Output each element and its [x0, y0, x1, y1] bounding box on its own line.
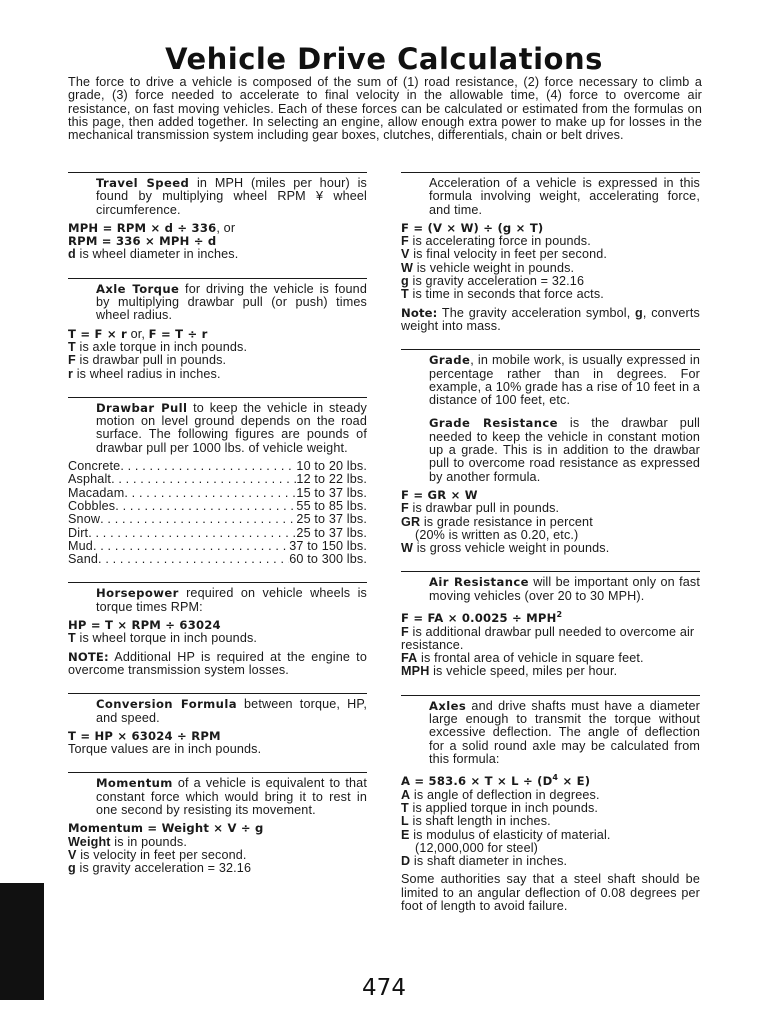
axle-torque-section: [68, 278, 367, 381]
travel-speed-heading: Travel Speed: [96, 176, 190, 190]
air-resistance-lead-text: will be important only on fast moving vehicles (over 20 to 30 MPH).: [429, 575, 700, 603]
momentum-def-text: is velocity in feet per second.: [76, 847, 247, 862]
momentum-lead-text: of a vehicle is equivalent to that constant force which would bring it to rest in one second by resisting its movement.: [96, 776, 367, 817]
acceleration-section: [401, 172, 700, 333]
axles-def-symbol: L: [401, 814, 409, 829]
drawbar-pull-lead-text: to keep the vehicle in steady motion on level ground depends on the road surface. The following figures are pounds of drawbar pull per 1000 lbs. of vehicle weight.: [96, 400, 367, 455]
page-title: Vehicle Drive Calculations: [165, 42, 603, 76]
grade-def-text: is drawbar pull in pounds.: [408, 501, 560, 516]
axle-torque-def-symbol: r: [68, 366, 74, 381]
axle-torque-def-symbol: F: [68, 353, 76, 368]
road-surface-name: Concrete: [68, 459, 121, 474]
axle-torque-def-text: is wheel radius in inches.: [73, 366, 221, 381]
momentum-def-text: is in pounds.: [110, 834, 187, 849]
axles-def-symbol: D: [401, 854, 411, 869]
road-surface-value: 60 to 300 lbs.: [289, 552, 367, 567]
horsepower-def-text: is wheel torque in inch pounds.: [75, 631, 258, 646]
travel-speed-def-symbol: d: [68, 247, 76, 262]
grade-resistance-lead-text: is the drawbar pull needed to keep the vehicle in constant motion up a grade. This is in addition to the drawbar pull to overcome road resistance as expressed by another formula.: [429, 416, 700, 484]
road-surface-value: 25 to 37 lbs.: [296, 512, 367, 527]
road-surface-value: 37 to 150 lbs.: [289, 538, 367, 553]
road-surface-row: [68, 473, 367, 486]
axle-deflection-formula: A = 583.6 × T × L ÷ (D: [401, 774, 553, 789]
acceleration-note-text-end: , converts weight into mass.: [401, 305, 700, 333]
acceleration-def-text: is time in seconds that force acts.: [408, 287, 604, 302]
horsepower-lead: [68, 587, 367, 614]
acceleration-def-symbol: W: [401, 260, 414, 275]
road-surface-name: Asphalt: [68, 472, 112, 487]
axles-def-text: is applied torque in inch pounds.: [408, 800, 599, 815]
grade-def-text: is grade resistance in percent: [420, 514, 593, 529]
grade-def-symbol: F: [401, 501, 409, 516]
travel-speed-formula-mph: MPH = RPM × d ÷ 336: [68, 220, 217, 235]
momentum-def-text: is gravity acceleration = 32.16: [75, 861, 252, 876]
road-surface-value: 12 to 22 lbs.: [296, 472, 367, 487]
conversion-heading: Conversion Formula: [96, 697, 237, 712]
conversion-lead-text: between torque, HP, and speed.: [96, 697, 367, 725]
air-resistance-def-text: is vehicle speed, miles per hour.: [429, 664, 618, 679]
conversion-note: Torque values are in inch pounds.: [68, 742, 262, 757]
horsepower-section: [68, 582, 367, 677]
acceleration-def-symbol: g: [401, 274, 409, 289]
axle-deflection-formula-end: × E): [558, 774, 591, 789]
grade-percent-example: (20% is written as 0.20, etc.): [415, 527, 579, 542]
axle-torque-def-text: is drawbar pull in pounds.: [75, 353, 227, 368]
axles-def-symbol: A: [401, 787, 411, 802]
axle-torque-formula-a: T = F × r: [68, 326, 127, 341]
air-resistance-def-symbol: MPH: [401, 664, 430, 679]
air-resistance-section: [401, 571, 700, 678]
grade-resistance-formula: F = GR × W: [401, 487, 478, 502]
air-resistance-def-text: is frontal area of vehicle in square feet.: [417, 651, 644, 666]
axles-section: [401, 695, 700, 914]
road-surface-row: [68, 487, 367, 500]
axles-def-text: is shaft diameter in inches.: [410, 854, 568, 869]
axles-lead: [401, 700, 700, 766]
acceleration-lead: Acceleration of a vehicle is expressed in this formula involving weight, accelerating force, and time.: [429, 176, 700, 217]
page-number: 474: [362, 975, 406, 1001]
road-surface-row: [68, 460, 367, 473]
travel-speed-def-text: is wheel diameter in inches.: [75, 247, 239, 262]
road-surface-name: Macadam: [68, 485, 125, 500]
road-surface-row: [68, 527, 367, 540]
grade-lead: [401, 354, 700, 407]
grade-resistance-lead: [401, 417, 700, 483]
grade-def-symbol: GR: [401, 514, 421, 529]
axles-def-text: is shaft length in inches.: [408, 814, 551, 829]
acceleration-note-text: The gravity acceleration symbol,: [437, 305, 636, 320]
travel-speed-lead: [68, 177, 367, 217]
left-column: [68, 172, 367, 891]
momentum-heading: Momentum: [96, 776, 173, 791]
air-resistance-lead: [401, 576, 700, 603]
conversion-formula-section: [68, 693, 367, 756]
acceleration-def-symbol: F: [401, 234, 409, 249]
road-surface-row: [68, 500, 367, 513]
acceleration-formula: F = (V × W) ÷ (g × T): [401, 220, 544, 235]
road-surface-value: 10 to 20 lbs.: [296, 459, 367, 474]
momentum-def-symbol: g: [68, 861, 76, 876]
road-surface-value: 55 to 85 lbs.: [296, 498, 367, 513]
axle-torque-formula-b: F = T ÷ r: [148, 326, 208, 341]
horsepower-heading: Horsepower: [96, 586, 179, 601]
air-resistance-def-symbol: FA: [401, 651, 418, 666]
acceleration-def-text: is gravity acceleration = 32.16: [408, 274, 585, 289]
momentum-formula: Momentum = Weight × V ÷ g: [68, 821, 264, 836]
road-surface-name: Sand: [68, 552, 99, 567]
acceleration-note-label: Note:: [401, 305, 438, 320]
travel-speed-formula-or: , or: [216, 220, 236, 235]
axle-torque-formula-or: or,: [126, 326, 149, 341]
axles-def-text: is modulus of elasticity of material.: [409, 827, 611, 842]
drawbar-pull-lead: [68, 402, 367, 455]
horsepower-note-text: Additional HP is required at the engine to overcome transmission system losses.: [68, 649, 367, 677]
axles-closing-paragraph: Some authorities say that a steel shaft should be limited to an angular deflection of 0.08 degrees per foot of length to avoid failure.: [401, 872, 700, 914]
momentum-section: [68, 772, 367, 875]
axle-torque-def-text: is axle torque in inch pounds.: [75, 339, 248, 354]
grade-resistance-heading: Grade Resistance: [429, 416, 558, 431]
travel-speed-section: [68, 172, 367, 262]
horsepower-def-symbol: T: [68, 631, 76, 646]
axle-deflection-exponent: 4: [552, 773, 559, 783]
acceleration-def-text: is final velocity in feet per second.: [409, 247, 608, 262]
air-resistance-def-symbol: F: [401, 624, 409, 639]
drawbar-pull-heading: Drawbar Pull: [96, 400, 188, 415]
road-surface-row: [68, 553, 367, 566]
momentum-def-symbol: V: [68, 847, 77, 862]
grade-def-symbol: W: [401, 541, 414, 556]
drawbar-pull-section: [68, 397, 367, 567]
road-surface-value: 25 to 37 lbs.: [296, 525, 367, 540]
acceleration-def-symbol: T: [401, 287, 409, 302]
axles-lead-text: and drive shafts must have a diameter large enough to transmit the torque without excessive deflection. The angle of deflection for a solid round axle may be calculated from this formula:: [429, 698, 700, 766]
road-surface-row: [68, 540, 367, 553]
grade-lead-text: , in mobile work, is usually expressed in percentage rather than in degrees. For example, a 10% grade has a rise of 10 feet in a distance of 100 feet, etc.: [429, 353, 700, 408]
road-surface-row: [68, 513, 367, 526]
axles-def-symbol: T: [401, 800, 409, 815]
conversion-formula: T = HP × 63024 ÷ RPM: [68, 728, 221, 743]
grade-heading: Grade: [429, 353, 471, 368]
axles-def-symbol: E: [401, 827, 410, 842]
horsepower-note-label: NOTE:: [68, 649, 109, 664]
intro-paragraph: The force to drive a vehicle is composed of the sum of (1) road resistance, (2) force necessary to climb a grade, (3) force needed to accelerate to final velocity in the allowable time, (4) force to overcome air resistance, on fast moving vehicles. Each of these forces can be calculated or estimated from the formulas on this page, then added together. In selecting an engine, allow enough extra power to make up for losses in the mechanical transmission system including gear boxes, clutches, differentials, chain or belt drives.: [68, 75, 702, 143]
axle-torque-lead: [68, 283, 367, 323]
conversion-lead: [68, 698, 367, 725]
steel-modulus-note: (12,000,000 for steel): [415, 840, 539, 855]
road-surface-name: Snow: [68, 512, 101, 527]
axle-torque-lead-text: for driving the vehicle is found by multiplying drawbar pull (or push) times wheel radius.: [96, 281, 367, 323]
axles-heading: Axles: [429, 698, 467, 713]
grade-section: [401, 349, 700, 555]
road-surface-table: [68, 460, 367, 566]
travel-speed-formula-rpm: RPM = 336 × MPH ÷ d: [68, 234, 217, 249]
air-resistance-heading: Air Resistance: [429, 575, 529, 590]
right-column: [401, 172, 700, 929]
air-resistance-formula: F = FA × 0.0025 ÷ MPH: [401, 611, 557, 626]
horsepower-note: [68, 651, 367, 678]
acceleration-def-text: is accelerating force in pounds.: [408, 234, 591, 249]
acceleration-note: [401, 307, 700, 334]
momentum-def-symbol: Weight: [68, 834, 111, 849]
axles-def-text: is angle of deflection in degrees.: [410, 787, 600, 802]
acceleration-def-symbol: V: [401, 247, 410, 262]
travel-speed-lead-text: in MPH (miles per hour) is found by multiplying wheel RPM ¥ wheel circumference.: [96, 176, 367, 217]
horsepower-formula: HP = T × RPM ÷ 63024: [68, 618, 221, 633]
axle-torque-def-symbol: T: [68, 339, 76, 354]
road-surface-name: Dirt: [68, 525, 89, 540]
acceleration-def-text: is vehicle weight in pounds.: [413, 260, 575, 275]
air-resistance-exponent: 2: [556, 610, 563, 620]
acceleration-note-symbol: g: [635, 305, 643, 320]
grade-def-text: is gross vehicle weight in pounds.: [413, 541, 610, 556]
axle-torque-heading: Axle Torque: [96, 281, 180, 296]
air-resistance-def-text: is additional drawbar pull needed to overcome air resistance.: [401, 624, 695, 652]
horsepower-lead-text: required on vehicle wheels is torque times RPM:: [96, 586, 367, 614]
road-surface-name: Mud: [68, 538, 93, 553]
road-surface-name: Cobbles: [68, 498, 116, 513]
momentum-lead: [68, 777, 367, 817]
road-surface-value: 15 to 37 lbs.: [296, 485, 367, 500]
